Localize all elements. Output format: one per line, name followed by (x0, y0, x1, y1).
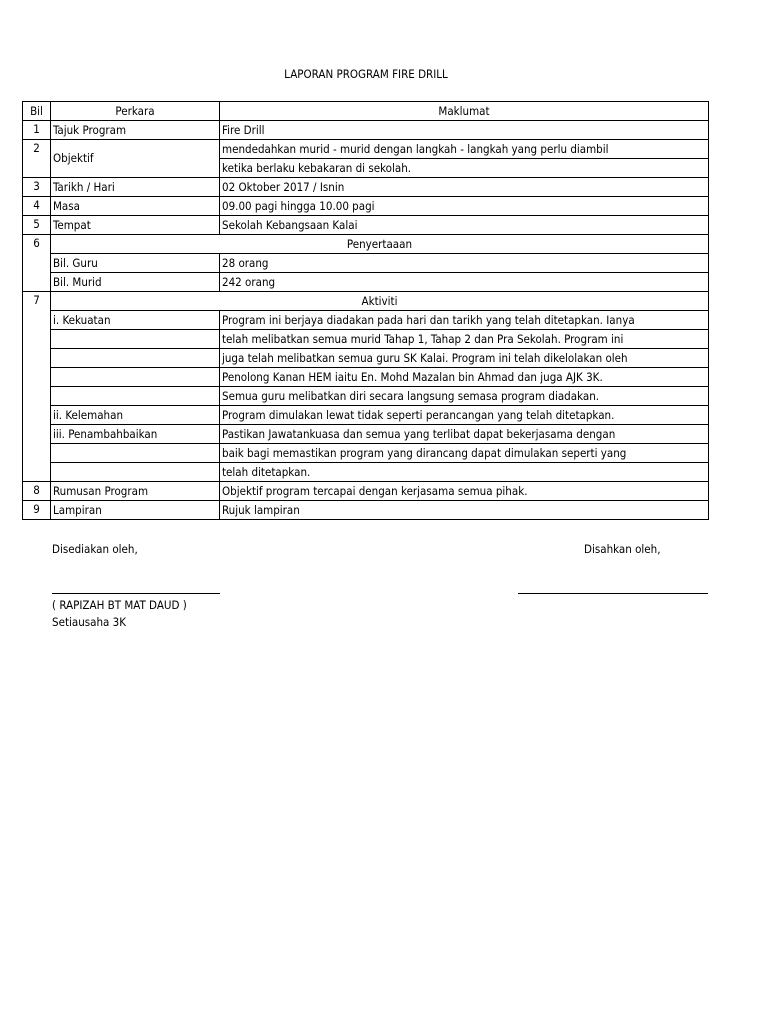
preparer-name: ( RAPIZAH BT MAT DAUD ) (52, 598, 187, 612)
maklumat-cell: Sekolah Kebangsaan Kalai (220, 216, 709, 235)
perkara-cell (51, 463, 220, 482)
approved-by-label: Disahkan oleh, (584, 542, 661, 556)
bil-cell: 8 (23, 482, 51, 501)
bil-cell: 5 (23, 216, 51, 235)
maklumat-cell: 28 orang (220, 254, 709, 273)
prepared-by-label: Disediakan oleh, (52, 542, 138, 556)
maklumat-cell: baik bagi memastikan program yang dirancang dapat dimulakan seperti yang (220, 444, 709, 463)
header-row (23, 102, 709, 121)
table-row (23, 140, 709, 159)
bil-cell: 3 (23, 178, 51, 197)
perkara-cell: ii. Kelemahan (51, 406, 220, 425)
table-row (23, 463, 709, 482)
maklumat-cell: Penolong Kanan HEM iaitu En. Mohd Mazalan bin Ahmad dan juga AJK 3K. (220, 368, 709, 387)
maklumat-cell: 02 Oktober 2017 / Isnin (220, 178, 709, 197)
header-maklumat: Maklumat (220, 102, 709, 121)
table-row (23, 330, 709, 349)
header-perkara: Perkara (51, 102, 220, 121)
maklumat-cell: Program ini berjaya diadakan pada hari dan tarikh yang telah ditetapkan. Ianya (220, 311, 709, 330)
perkara-cell: Masa (51, 197, 220, 216)
maklumat-cell: telah ditetapkan. (220, 463, 709, 482)
bil-cell: 4 (23, 197, 51, 216)
maklumat-cell: 09.00 pagi hingga 10.00 pagi (220, 197, 709, 216)
bil-cell: 2 (23, 140, 51, 178)
table-row (23, 178, 709, 197)
table-row (23, 482, 709, 501)
perkara-cell: Tarikh / Hari (51, 178, 220, 197)
bil-cell: 6 (23, 235, 51, 292)
table-row (23, 444, 709, 463)
section-row (23, 292, 709, 311)
perkara-cell (51, 330, 220, 349)
table-row (23, 311, 709, 330)
perkara-cell: Bil. Guru (51, 254, 220, 273)
table-row (23, 501, 709, 520)
section-heading: Penyertaaan (51, 235, 709, 254)
report-table (22, 101, 709, 520)
maklumat-cell: Objektif program tercapai dengan kerjasama semua pihak. (220, 482, 709, 501)
perkara-cell (51, 368, 220, 387)
table-row (23, 406, 709, 425)
maklumat-cell: Fire Drill (220, 121, 709, 140)
maklumat-cell: telah melibatkan semua murid Tahap 1, Tahap 2 dan Pra Sekolah. Program ini (220, 330, 709, 349)
report-table-body (23, 102, 709, 520)
section-row (23, 235, 709, 254)
maklumat-cell: Semua guru melibatkan diri secara langsung semasa program diadakan. (220, 387, 709, 406)
preparer-position: Setiausaha 3K (52, 615, 127, 629)
table-row (23, 425, 709, 444)
maklumat-cell: 242 orang (220, 273, 709, 292)
perkara-cell: Lampiran (51, 501, 220, 520)
perkara-cell: Rumusan Program (51, 482, 220, 501)
perkara-cell (51, 387, 220, 406)
perkara-cell: Bil. Murid (51, 273, 220, 292)
table-row (23, 368, 709, 387)
perkara-cell (51, 444, 220, 463)
maklumat-cell: juga telah melibatkan semua guru SK Kalai. Program ini telah dikelolakan oleh (220, 349, 709, 368)
bil-cell: 1 (23, 121, 51, 140)
header-bil: Bil (23, 102, 51, 121)
perkara-cell (51, 349, 220, 368)
table-row (23, 349, 709, 368)
maklumat-cell: Rujuk lampiran (220, 501, 709, 520)
maklumat-cell: Program dimulakan lewat tidak seperti perancangan yang telah ditetapkan. (220, 406, 709, 425)
approved-signature-line (518, 593, 708, 594)
table-row (23, 216, 709, 235)
perkara-cell: i. Kekuatan (51, 311, 220, 330)
perkara-cell: Tajuk Program (51, 121, 220, 140)
perkara-cell: iii. Penambahbaikan (51, 425, 220, 444)
section-heading: Aktiviti (51, 292, 709, 311)
maklumat-cell: mendedahkan murid - murid dengan langkah - langkah yang perlu diambil (220, 140, 709, 159)
maklumat-cell: ketika berlaku kebakaran di sekolah. (220, 159, 709, 178)
table-row (23, 121, 709, 140)
prepared-signature-line (52, 593, 220, 594)
bil-cell: 7 (23, 292, 51, 482)
perkara-cell: Objektif (51, 140, 220, 178)
table-row (23, 273, 709, 292)
table-row (23, 197, 709, 216)
bil-cell: 9 (23, 501, 51, 520)
table-row (23, 254, 709, 273)
maklumat-cell: Pastikan Jawatankuasa dan semua yang terlibat dapat bekerjasama dengan (220, 425, 709, 444)
report-title: LAPORAN PROGRAM FIRE DRILL (284, 67, 448, 81)
perkara-cell: Tempat (51, 216, 220, 235)
table-row (23, 387, 709, 406)
